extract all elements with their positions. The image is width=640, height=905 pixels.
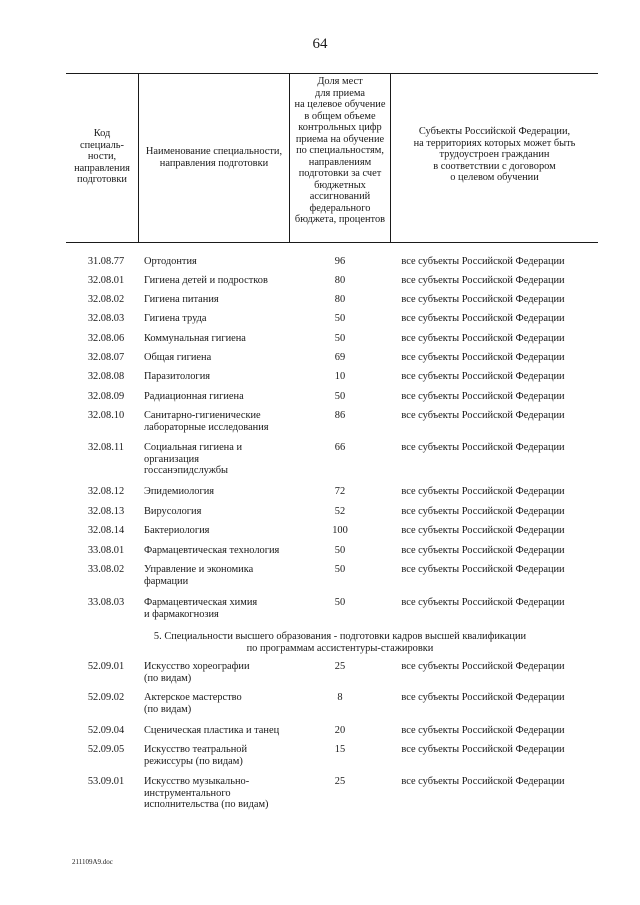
row-share: 80 bbox=[334, 275, 346, 286]
row-share: 100 bbox=[332, 525, 348, 536]
row-share: 52 bbox=[334, 506, 346, 517]
row-name: Гигиена труда bbox=[144, 313, 207, 324]
row-name: Вирусология bbox=[144, 506, 202, 517]
row-share: 50 bbox=[334, 333, 346, 344]
row-share: 69 bbox=[334, 352, 346, 363]
row-subjects: все субъекты Российской Федерации bbox=[401, 744, 565, 755]
row-share: 25 bbox=[334, 776, 346, 787]
row-code: 32.08.12 bbox=[87, 486, 125, 497]
row-subjects: все субъекты Российской Федерации bbox=[401, 545, 565, 556]
row-name: Сценическая пластика и танец bbox=[144, 725, 280, 736]
row-name: Радиационная гигиена bbox=[144, 391, 244, 402]
header-code: Код специаль- ности, направления подготовки bbox=[74, 128, 130, 185]
row-code: 33.08.02 bbox=[87, 564, 125, 575]
row-subjects: все субъекты Российской Федерации bbox=[401, 391, 565, 402]
row-name: Искусство театральной режиссуры (по видам) bbox=[144, 744, 248, 767]
row-name: Санитарно-гигиенические лабораторные исследования bbox=[144, 410, 269, 433]
row-share: 50 bbox=[334, 313, 346, 324]
row-subjects: все субъекты Российской Федерации bbox=[401, 352, 565, 363]
row-subjects: все субъекты Российской Федерации bbox=[401, 725, 565, 736]
row-share: 86 bbox=[334, 410, 346, 421]
row-share: 15 bbox=[334, 744, 346, 755]
row-subjects: все субъекты Российской Федерации bbox=[401, 275, 565, 286]
row-share: 50 bbox=[334, 597, 346, 608]
row-code: 52.09.01 bbox=[87, 661, 125, 672]
row-code: 32.08.06 bbox=[87, 333, 125, 344]
section-title: 5. Специальности высшего образования - подготовки кадров высшей квалификации по программам ассистентуры-стажировки bbox=[153, 631, 527, 654]
row-name: Социальная гигиена и организация госсанэпидслужбы bbox=[144, 442, 243, 476]
row-name: Коммунальная гигиена bbox=[144, 333, 246, 344]
row-subjects: все субъекты Российской Федерации bbox=[401, 313, 565, 324]
row-subjects: все субъекты Российской Федерации bbox=[401, 776, 565, 787]
row-code: 31.08.77 bbox=[87, 256, 125, 267]
row-code: 32.08.01 bbox=[87, 275, 125, 286]
header-share: Доля мест для приема на целевое обучение в общем объеме контрольных цифр приема на обучение по специальностям, направлениям подготовки за счет бюджетных ассигнований федерального бюджета, процентов bbox=[294, 76, 386, 225]
row-subjects: все субъекты Российской Федерации bbox=[401, 506, 565, 517]
row-name: Искусство музыкально- инструментального исполнительства (по видам) bbox=[144, 776, 269, 810]
row-subjects: все субъекты Российской Федерации bbox=[401, 661, 565, 672]
row-code: 33.08.01 bbox=[87, 545, 125, 556]
row-share: 96 bbox=[334, 256, 346, 267]
header-subjects: Субъекты Российской Федерации, на территориях которых может быть трудоустроен гражданин в соответствии с договором о целевом обучении bbox=[413, 126, 576, 183]
page-number: 64 bbox=[312, 36, 328, 52]
row-subjects: все субъекты Российской Федерации bbox=[401, 256, 565, 267]
row-subjects: все субъекты Российской Федерации bbox=[401, 371, 565, 382]
row-name: Общая гигиена bbox=[144, 352, 212, 363]
row-name: Паразитология bbox=[144, 371, 211, 382]
row-share: 25 bbox=[334, 661, 346, 672]
row-subjects: все субъекты Российской Федерации bbox=[401, 525, 565, 536]
row-name: Фармацевтическая технология bbox=[144, 545, 280, 556]
row-name: Гигиена питания bbox=[144, 294, 219, 305]
row-share: 20 bbox=[334, 725, 346, 736]
row-subjects: все субъекты Российской Федерации bbox=[401, 410, 565, 421]
header-name: Наименование специальности, направления подготовки bbox=[145, 146, 283, 169]
row-subjects: все субъекты Российской Федерации bbox=[401, 486, 565, 497]
row-code: 32.08.02 bbox=[87, 294, 125, 305]
row-name: Управление и экономика фармации bbox=[144, 564, 254, 587]
row-share: 72 bbox=[334, 486, 346, 497]
row-code: 53.09.01 bbox=[87, 776, 125, 787]
row-name: Фармацевтическая химия и фармакогнозия bbox=[144, 597, 258, 620]
row-subjects: все субъекты Российской Федерации bbox=[401, 294, 565, 305]
row-share: 50 bbox=[334, 545, 346, 556]
row-code: 52.09.04 bbox=[87, 725, 125, 736]
row-subjects: все субъекты Российской Федерации bbox=[401, 564, 565, 575]
row-code: 52.09.02 bbox=[87, 692, 125, 703]
row-name: Искусство хореографии (по видам) bbox=[144, 661, 250, 684]
row-subjects: все субъекты Российской Федерации bbox=[401, 333, 565, 344]
row-name: Эпидемиология bbox=[144, 486, 215, 497]
row-code: 32.08.07 bbox=[87, 352, 125, 363]
row-share: 50 bbox=[334, 564, 346, 575]
row-name: Ортодонтия bbox=[144, 256, 197, 267]
row-name: Бактериология bbox=[144, 525, 210, 536]
row-share: 50 bbox=[334, 391, 346, 402]
row-code: 32.08.08 bbox=[87, 371, 125, 382]
row-subjects: все субъекты Российской Федерации bbox=[401, 692, 565, 703]
document-footer: 211109A9.doc bbox=[72, 858, 113, 866]
row-code: 32.08.09 bbox=[87, 391, 125, 402]
row-code: 32.08.10 bbox=[87, 410, 125, 421]
row-share: 10 bbox=[334, 371, 346, 382]
row-share: 8 bbox=[337, 692, 343, 703]
row-code: 52.09.05 bbox=[87, 744, 125, 755]
row-share: 66 bbox=[334, 442, 346, 453]
table-top-rule bbox=[66, 73, 598, 74]
column-divider bbox=[138, 74, 139, 242]
table-header-bottom-rule bbox=[66, 242, 598, 243]
row-code: 32.08.03 bbox=[87, 313, 125, 324]
row-share: 80 bbox=[334, 294, 346, 305]
row-name: Гигиена детей и подростков bbox=[144, 275, 268, 286]
row-code: 32.08.11 bbox=[88, 442, 124, 453]
row-code: 32.08.14 bbox=[87, 525, 125, 536]
row-name: Актерское мастерство (по видам) bbox=[144, 692, 242, 715]
row-code: 32.08.13 bbox=[87, 506, 125, 517]
row-subjects: все субъекты Российской Федерации bbox=[401, 442, 565, 453]
row-subjects: все субъекты Российской Федерации bbox=[401, 597, 565, 608]
row-code: 33.08.03 bbox=[87, 597, 125, 608]
